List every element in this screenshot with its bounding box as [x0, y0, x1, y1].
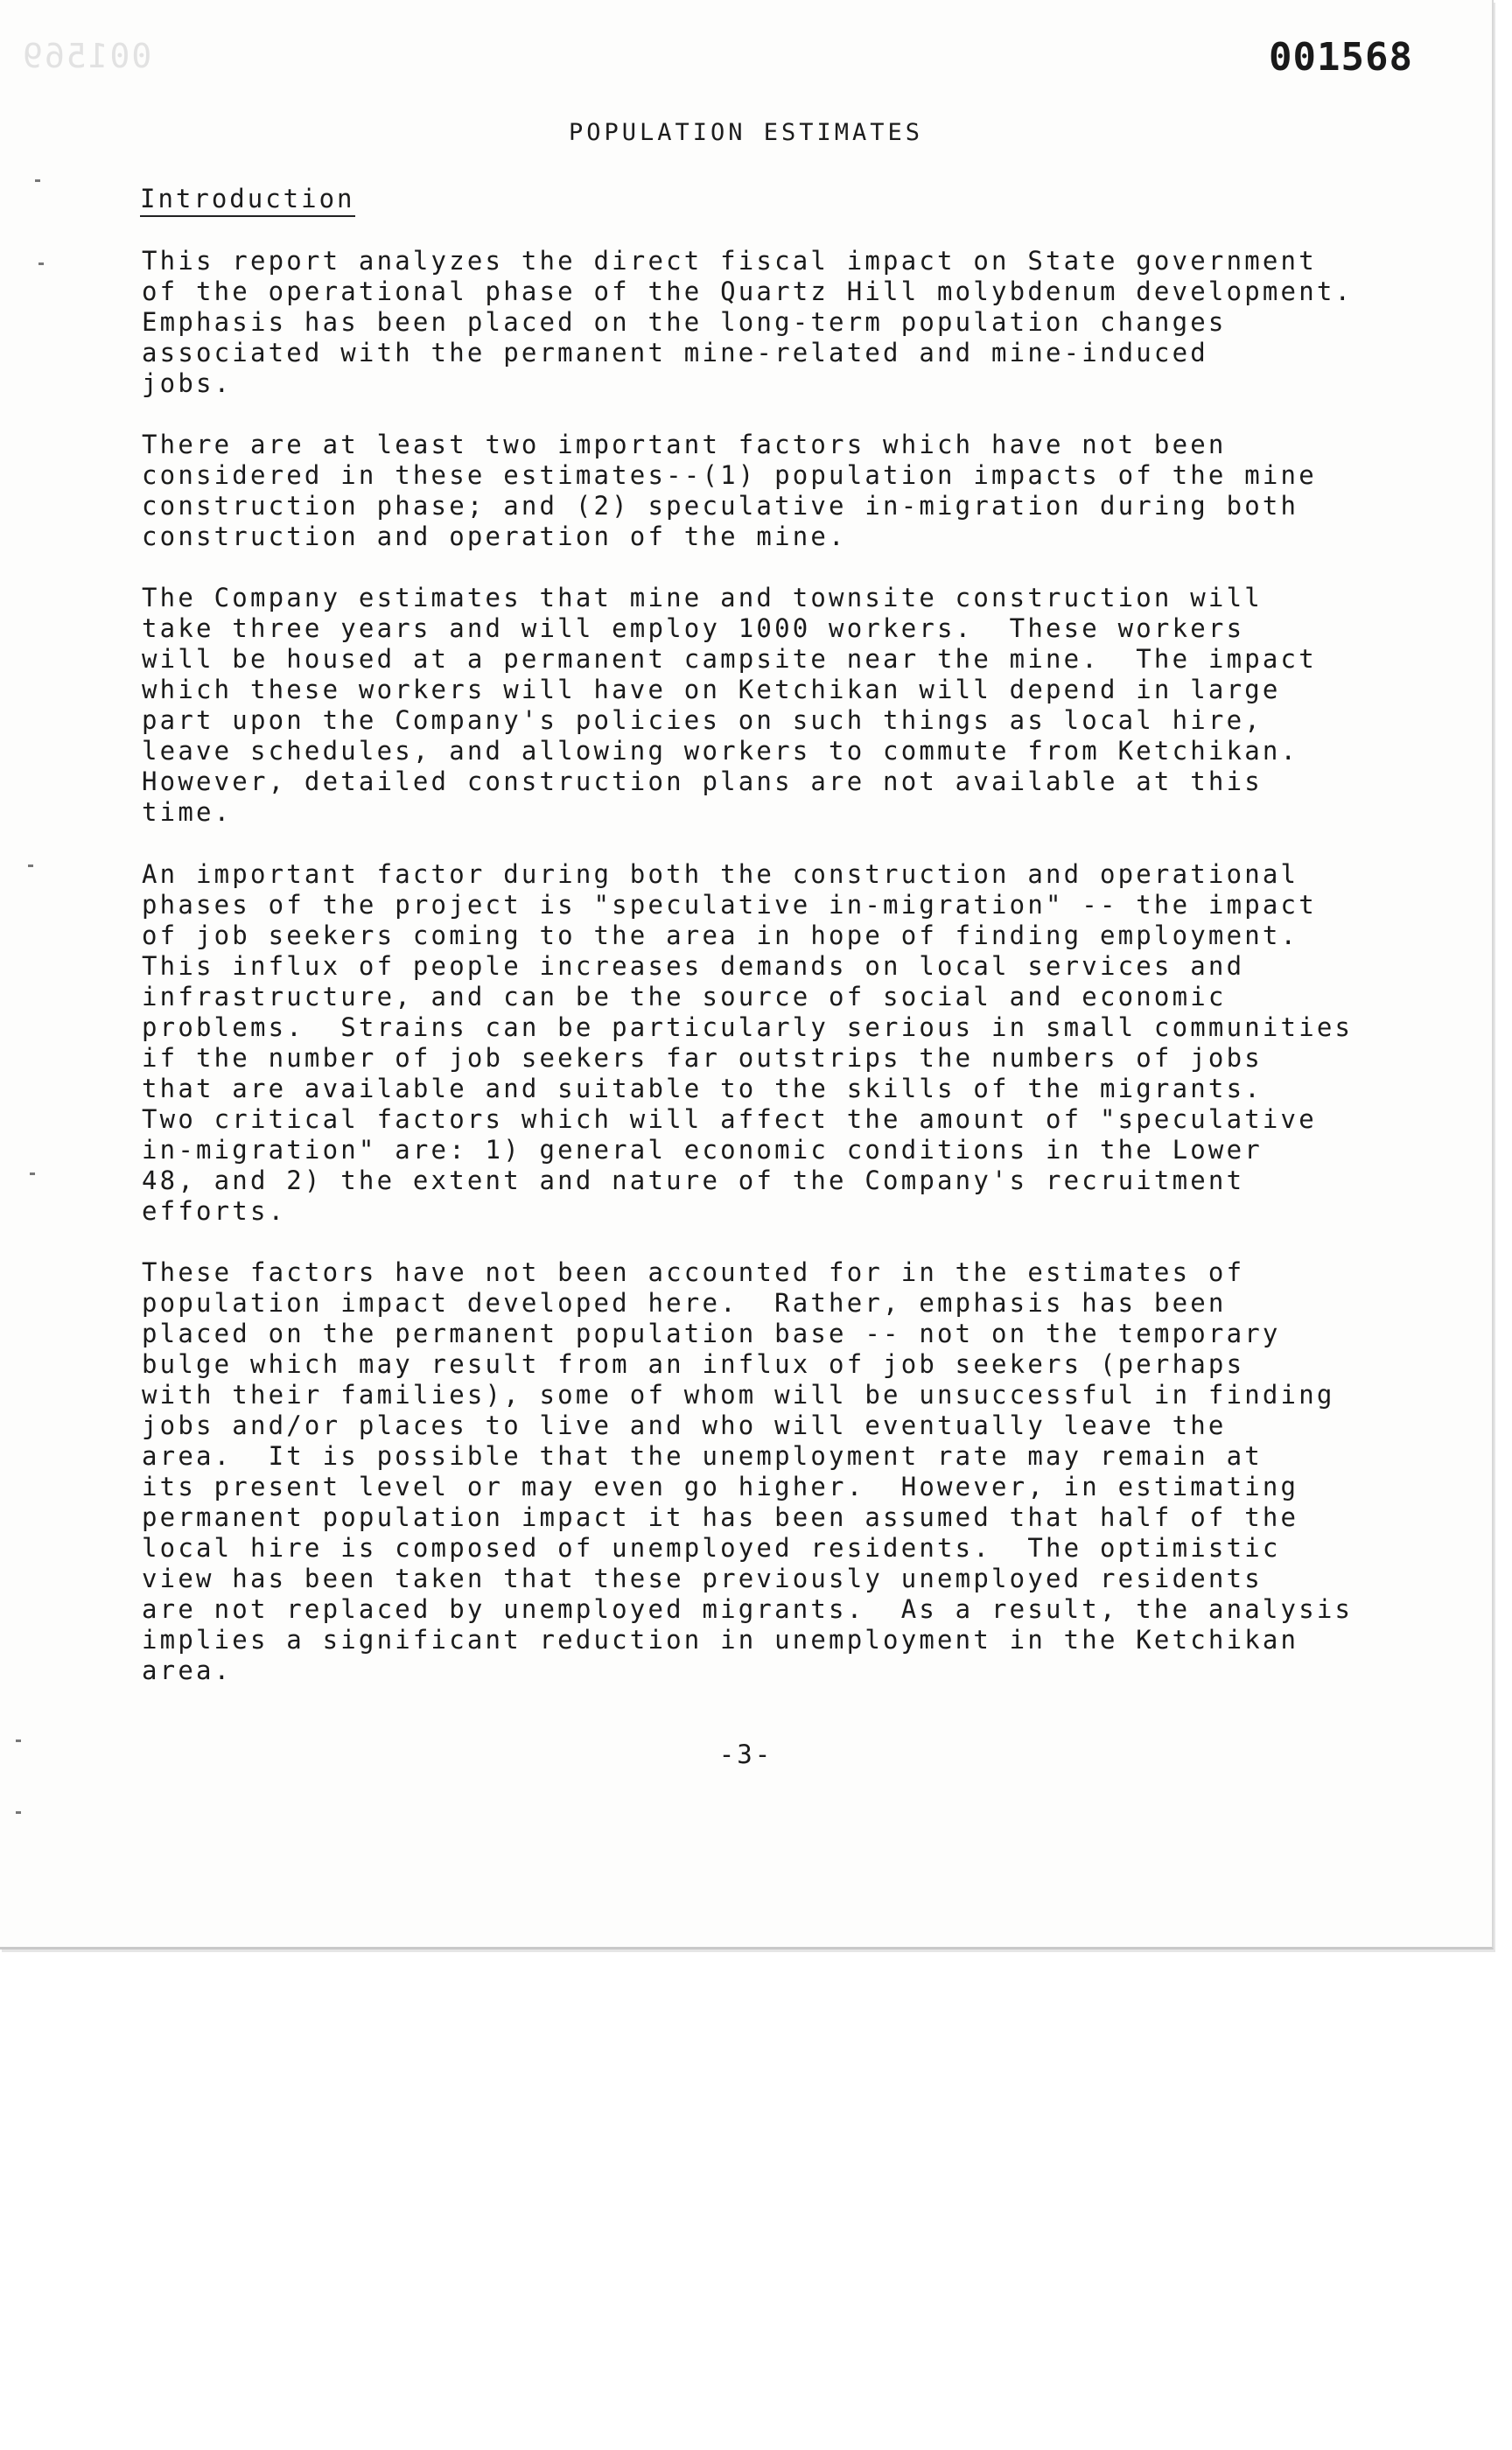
page-title: POPULATION ESTIMATES — [568, 119, 924, 146]
paragraph-3: The Company estimates that mine and townsite construction will take three years and will employ 1000 workers. These workers will be housed at a permanent campsite near the mine. The impact which these workers will have on Ketchikan will depend in large part upon the Company's policies on such things as local hire, leave schedules, and allowing workers to commute from Ketchikan. However, detailed construction plans are not available at this time. — [142, 583, 1317, 827]
paragraph-5: These factors have not been accounted for in the estimates of population impact developed here. Rather, emphasis has been placed on the permanent population base -- not on the temporary bulge which may result from an influx of job seekers (perhaps with their families), some of whom will be unsuccessful in finding jobs and/or places to live and who will eventually leave the area. It is possible that the unemployment rate may remain at its present level or may even go higher. However, in estimating permanent population impact it has been assumed that half of the local hire is composed of unemployed residents. The optimistic view has been taken that these previously unemployed residents are not replaced by unemployed migrants. As a result, the analysis implies a significant reduction in unemployment in the Ketchikan area. — [142, 1257, 1354, 1685]
section-heading: Introduction — [140, 184, 355, 217]
page-number: -3- — [718, 1740, 774, 1769]
document-number: 001568 — [1269, 35, 1413, 80]
scan-speck — [16, 1740, 21, 1742]
paragraph-2: There are at least two important factors which have not been considered in these estimates--(1) population impacts of the mine construction phase; and (2) speculative in-migration during both construction and operation of the mine. — [142, 430, 1317, 551]
paragraph-1: This report analyzes the direct fiscal impact on State government of the operational phase of the Quartz Hill molybdenum development. Emphasis has been placed on the long-term population changes associated with the permanent mine-related and mine-induced jobs. — [142, 246, 1354, 398]
bleed-through-number: 001569 — [21, 37, 152, 75]
scan-speck — [28, 864, 33, 867]
scan-speck — [16, 1811, 21, 1814]
scan-speck — [30, 1172, 35, 1175]
scan-speck — [35, 179, 40, 182]
scan-speck — [38, 262, 44, 265]
paragraph-4: An important factor during both the construction and operational phases of the project is "speculative in-migration" -- the impact of job seekers coming to the area in hope of finding employment. This influx of people increases demands on local services and infrastructure, and can be the source of social and economic problems. Strains can be particularly serious in small communities if the number of job seekers far outstrips the numbers of jobs that are available and suitable to the skills of the migrants. Two critical factors which will affect the amount of "speculative in-migration" are: 1) general economic conditions in the Lower 48, and 2) the extent and nature of the Company's recruitment efforts. — [142, 859, 1354, 1226]
